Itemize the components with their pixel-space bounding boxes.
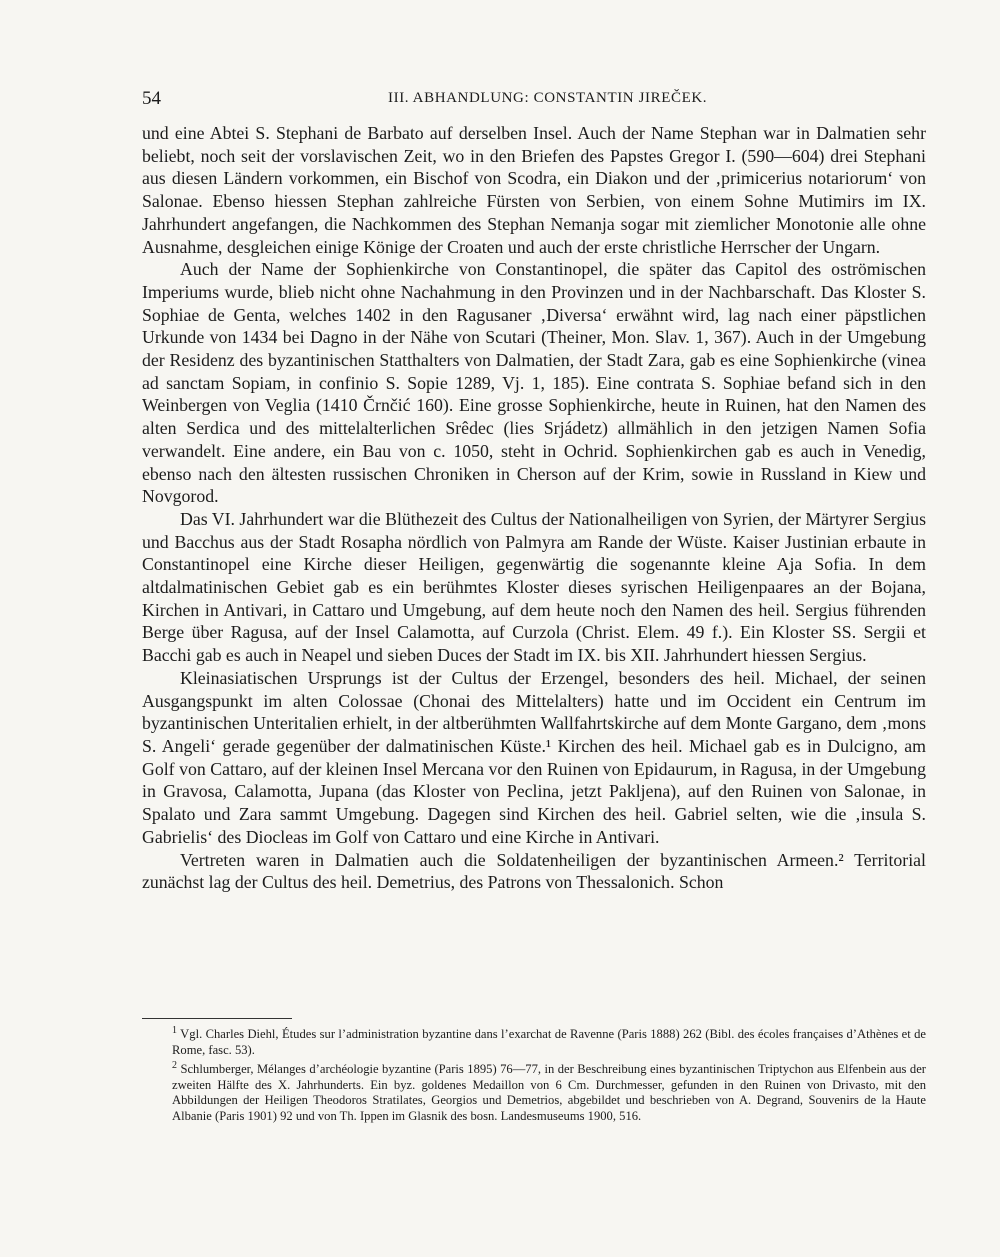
paragraph: Kleinasiatischen Ursprungs ist der Cultus der Erzengel, besonders des heil. Michael, der seinen Ausgangspunkt im alten Colossae (Chonai des Mittelalters) hatte und im Occident ein Centrum im byzantinischen Unteritalien erhielt, in der altberühmten Wallfahrtskirche auf dem Monte Gargano, dem ‚mons S. Angeli‘ gerade gegenüber der dalmatinischen Küste.¹ Kirchen des heil. Michael gab es in Dulcigno, am Golf von Cattaro, auf der kleinen Insel Mercana vor den Ruinen von Epidaurum, in Ragusa, in der Umgebung in Gravosa, Calamotta, Jupana (das Kloster von Peclina, jetzt Pakljena), auf den Ruinen von Salonae, in Spalato und Zara sammt Umgebung. Dagegen sind Kirchen des heil. Gabriel selten, wie die ‚insula S. Gabrielis‘ des Diocleas im Golf von Cattaro und eine Kirche in Antivari. [142,667,926,847]
footnote-mark: 1 [172,1024,177,1036]
paragraph: Vertreten waren in Dalmatien auch die Soldatenheiligen der byzantinischen Armeen.² Territorial zunächst lag der Cultus des heil. Demetrius, des Patrons von Thessalonich. Schon [142,849,926,893]
footnote-divider [142,1018,292,1019]
paragraph: und eine Abtei S. Stephani de Barbato auf derselben Insel. Auch der Name Stephan war in Dalmatien sehr beliebt, noch seit der vorslavischen Zeit, wo in den Briefen des Papstes Gregor I. (590—604) drei Stephani aus diesen Ländern vorkommen, ein Bischof von Scodra, ein Diakon und der ‚primicerius notariorum‘ von Salonae. Ebenso hiessen Stephan zahlreiche Fürsten von Serbien, von einem Sohne Mutimirs im IX. Jahrhundert angefangen, die Nachkommen des Stephan Nemanja sogar mit ziemlicher Monotonie alle ohne Ausnahme, desgleichen einige Könige der Croaten und auch der erste christliche Herrscher der Ungarn. [142,123,926,257]
running-head: III. ABHANDLUNG: CONSTANTIN JIREČEK. [388,90,708,106]
paragraph: Auch der Name der Sophienkirche von Constantinopel, die später das Capitol des oströmischen Imperiums wurde, blieb nicht ohne Nachahmung in den Provinzen und in der Nachbarschaft. Das Kloster S. Sophiae de Genta, welches 1402 in den Ragusaner ‚Diversa‘ erwähnt wird, lag nach einer päpstlichen Urkunde von 1434 bei Dagno in der Nähe von Scutari (Theiner, Mon. Slav. 1, 367). Auch in der Umgebung der Residenz des byzantinischen Statthalters von Dalmatien, der Stadt Zara, gab es eine Sophienkirche (vinea ad sanctam Sopiam, in confinio S. Sopie 1289, Vj. 1, 185). Eine contrata S. Sophiae befand sich in den Weinbergen von Veglia (1410 Črnčić 160). Eine grosse Sophienkirche, heute in Ruinen, hat den Namen des alten Serdica und des mittelalterlichen Srêdec (lies Srjádetz) allmählich in den jetzigen Namen Sofia verwandelt. Eine andere, ein Bau von c. 1050, steht in Ochrid. Sophienkirchen gab es auch in Venedig, ebenso nach den ältesten russischen Chroniken in Cherson auf der Krim, sowie in Russland in Kiew und Novgorod. [142,259,926,507]
footnote-text: Vgl. Charles Diehl, Études sur l’administration byzantine dans l’exarchat de Ravenne (Paris 1888) 262 (Bibl. des écoles françaises d’Athènes et de Rome, fasc. 53). [172,1027,926,1057]
footnote [172,1062,926,1124]
footnote [172,1024,926,1058]
page-number: 54 [142,88,161,109]
paragraph: Das VI. Jahrhundert war die Blüthezeit des Cultus der Nationalheiligen von Syrien, der Märtyrer Sergius und Bacchus aus der Stadt Rosapha nördlich von Palmyra am Rande der Wüste. Kaiser Justinian erbaute in Constantinopel eine Kirche dieser Heiligen, gegenwärtig die sogenannte kleine Aja Sofia. In dem altdalmatinischen Gebiet gab es ein berühmtes Kloster dieses syrischen Heiligenpaares an der Bojana, Kirchen in Antivari, in Cattaro und Umgebung, auf dem heute noch den Namen des heil. Sergius führenden Berge über Ragusa, auf der Insel Calamotta, auf Curzola (Christ. Elem. 49 f.). Ein Kloster SS. Sergii et Bacchi gab es auch in Neapel und sieben Duces der Stadt im IX. bis XII. Jahrhundert hiessen Sergius. [142,508,926,666]
body-text [142,122,926,894]
page-header [142,88,926,116]
footnote-mark: 2 [172,1060,177,1071]
footnote-text: Schlumberger, Mélanges d’archéologie byzantine (Paris 1895) 76—77, in der Beschreibung eines byzantinischen Triptychon aus Elfenbein aus der zweiten Hälfte des X. Jahrhunderts. Ein byz. goldenes Medaillon von 6 Cm. Durchmesser, gefunden in den Ruinen von Drivasto, mit den Abbildungen der Heiligen Theodoros Stratilates, Georgios und Demetrios, abgebildet und beschrieben von A. Degrand, Souvenirs de la Haute Albanie (Paris 1901) 92 und von Th. Ippen im Glasnik des bosn. Landesmuseums 1900, 516. [172,1062,926,1123]
footnotes [172,1024,926,1129]
